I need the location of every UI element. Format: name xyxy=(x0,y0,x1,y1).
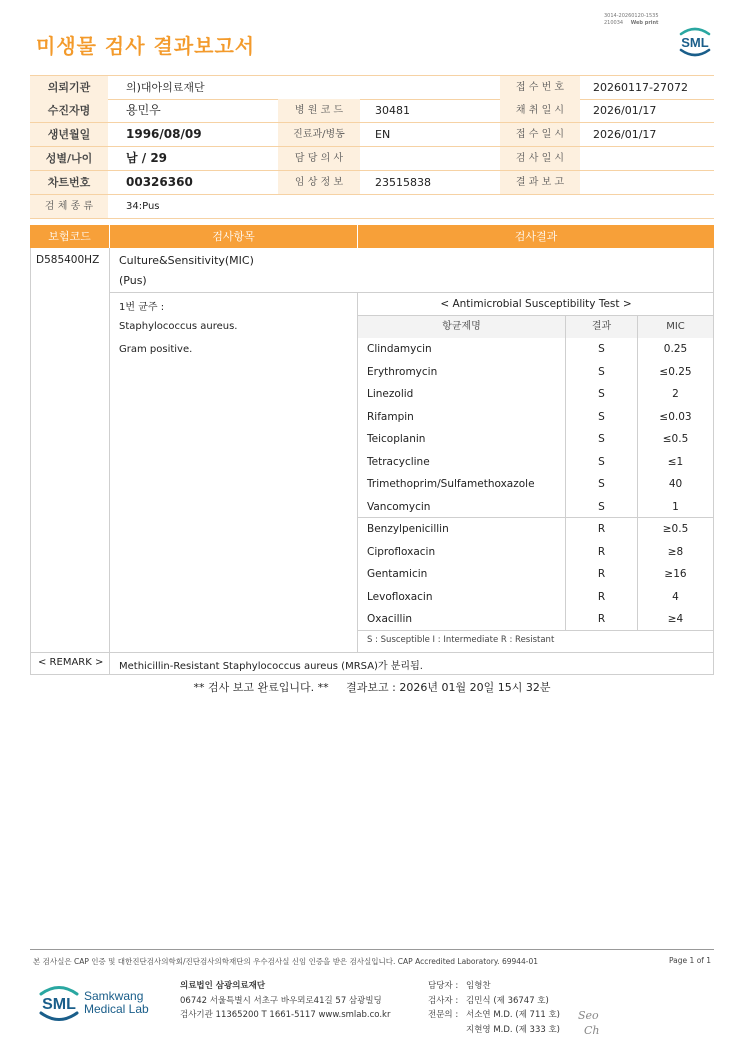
info-row xyxy=(30,99,714,123)
receipt-date-label: 접 수 일 시 xyxy=(500,123,580,146)
drug-mic: ≥8 xyxy=(667,545,684,558)
info-row xyxy=(30,75,714,100)
signature-2: Ch xyxy=(584,1024,600,1037)
clinical-value: 23515838 xyxy=(375,176,431,189)
certification-note: 본 검사실은 CAP 인증 및 대한진단검사의학회/진단검사의학재단의 우수검사실 신임 인증을 받은 검사실입니다. CAP Accredited Laboratory. 69944-01 xyxy=(33,957,539,966)
test-date-label: 검 사 일 시 xyxy=(500,147,580,170)
remark-text: Methicillin-Resistant Staphylococcus aureus (MRSA)가 분리됨. xyxy=(119,661,423,672)
staff-name: 서소연 M.D. (제 711 호) xyxy=(466,1010,561,1020)
receipt-date-value: 2026/01/17 xyxy=(593,128,657,141)
logo-name2: Medical Lab xyxy=(84,1002,149,1016)
drug-result: S xyxy=(598,365,605,378)
drug-mic: 0.25 xyxy=(663,343,688,355)
drug-result: R xyxy=(597,545,606,558)
drug-result: R xyxy=(597,613,606,625)
client-value: 의)대아의료재단 xyxy=(126,81,205,94)
print-meta-line1: 3014-20260120-1535 xyxy=(604,13,659,19)
specimen-label: 검 체 종 류 xyxy=(30,195,108,218)
drug-mic: ≥0.5 xyxy=(662,523,689,535)
collection-date-label: 채 취 일 시 xyxy=(500,99,580,122)
footer-divider xyxy=(30,949,714,950)
staff-role: 검사자 : xyxy=(428,995,459,1006)
remark-label: < REMARK > xyxy=(38,657,104,668)
border xyxy=(30,652,714,653)
report-value xyxy=(585,171,714,194)
info-row xyxy=(30,171,714,195)
chart-value: 00326360 xyxy=(126,175,193,189)
ast-col-drug: 항균제명 xyxy=(358,316,565,338)
border xyxy=(637,315,638,631)
drug-name: Rifampin xyxy=(367,410,414,423)
drug-name: Gentamicin xyxy=(367,568,428,580)
drug-name: Oxacillin xyxy=(367,613,413,625)
drug-result: R xyxy=(597,523,606,535)
ast-legend: S : Susceptible I : Intermediate R : Resistant xyxy=(367,635,555,645)
org-contact: 검사기관 11365200 T 1661-5117 www.smlab.co.kr xyxy=(180,1010,391,1020)
drug-name: Trimethoprim/Sulfamethoxazole xyxy=(367,478,535,490)
staff-name: 지현영 M.D. (제 333 호) xyxy=(466,1024,561,1035)
print-meta-line2: 210034 xyxy=(604,20,624,26)
info-row xyxy=(30,123,714,147)
doctor-label: 담 당 의 사 xyxy=(278,147,360,170)
hospital-code-label: 병 원 코 드 xyxy=(278,99,360,122)
drug-name: Teicoplanin xyxy=(367,433,426,445)
sml-footer-logo-icon xyxy=(37,981,81,1025)
results-table xyxy=(30,225,714,675)
sml-logo-text: SML xyxy=(681,35,709,50)
org-name: 의료법인 삼광의료재단 xyxy=(180,981,266,991)
staff-role: 전문의 : xyxy=(428,1010,459,1020)
drug-result: S xyxy=(598,388,605,400)
drug-name: Ciprofloxacin xyxy=(367,545,436,558)
border xyxy=(358,630,714,631)
page-number: Page 1 of 1 xyxy=(669,956,712,965)
test-item-sub: (Pus) xyxy=(119,274,147,287)
sml-footer-logo-text: SML xyxy=(42,996,76,1013)
drug-result: S xyxy=(598,500,605,513)
border xyxy=(30,674,714,675)
dob-value: 1996/08/09 xyxy=(126,127,202,141)
col-item-header: 검사항목 xyxy=(110,225,357,248)
drug-mic: ≥4 xyxy=(667,613,684,625)
doctor-value xyxy=(367,147,497,170)
report-completion: ** 검사 보고 완료입니다. ** 결과보고 : 2026년 01월 20일 15시 32분 xyxy=(193,681,551,694)
gram-stain: Gram positive. xyxy=(119,344,193,355)
web-print-label: Web print xyxy=(630,20,659,26)
drug-name: Erythromycin xyxy=(367,365,438,378)
ast-title: < Antimicrobial Susceptibility Test > xyxy=(440,298,632,310)
col-result-header: 검사결과 xyxy=(358,225,714,248)
drug-result: S xyxy=(598,410,605,423)
ast-col-mic: MIC xyxy=(638,316,713,338)
drug-mic: ≤1 xyxy=(667,455,684,468)
ast-col-result: 결과 xyxy=(566,316,637,338)
receipt-no-value: 20260117-27072 xyxy=(593,81,688,94)
drug-name: Vancomycin xyxy=(367,500,431,513)
info-row xyxy=(30,147,714,171)
drug-result: S xyxy=(598,455,605,468)
border xyxy=(713,248,714,675)
col-insurance-header: 보험코드 xyxy=(30,225,109,248)
organism-name: Staphylococcus aureus. xyxy=(119,321,238,332)
drug-result: S xyxy=(598,343,605,355)
drug-result: R xyxy=(597,568,606,580)
drug-mic: 1 xyxy=(672,500,679,513)
drug-mic: 40 xyxy=(668,478,683,490)
staff-name: 김민식 (제 36747 호) xyxy=(466,995,549,1006)
org-address: 06742 서울특별시 서초구 바우뫼로41길 57 삼광빌딩 xyxy=(180,995,382,1006)
drug-mic: ≤0.5 xyxy=(662,433,689,445)
drug-mic: 4 xyxy=(672,590,679,603)
hospital-code-value: 30481 xyxy=(375,104,410,117)
border xyxy=(358,517,714,518)
sml-logo xyxy=(676,25,714,63)
drug-result: S xyxy=(598,478,605,490)
logo-name1: Samkwang xyxy=(84,989,144,1003)
strain-label: 1번 균주 : xyxy=(119,302,165,313)
collection-date-value: 2026/01/17 xyxy=(593,104,657,117)
org-block xyxy=(180,979,390,1023)
border xyxy=(30,248,31,675)
name-value: 용민우 xyxy=(126,103,161,117)
drug-mic: ≤0.03 xyxy=(659,410,692,423)
border xyxy=(357,292,358,653)
sml-logo-icon xyxy=(676,25,714,59)
drug-name: Tetracycline xyxy=(367,455,430,468)
dept-label: 진료과/병동 xyxy=(278,123,360,146)
dept-value: EN xyxy=(375,128,391,141)
receipt-no-label: 접 수 번 호 xyxy=(500,76,580,99)
drug-mic: ≤0.25 xyxy=(659,365,692,378)
insurance-code: D585400HZ xyxy=(36,254,100,266)
report-label: 결 과 보 고 xyxy=(500,171,580,194)
drug-result: S xyxy=(598,433,605,445)
drug-name: Levofloxacin xyxy=(367,590,433,603)
specimen-value: 34:Pus xyxy=(126,201,160,212)
border xyxy=(110,292,714,293)
client-label: 의뢰기관 xyxy=(30,76,108,99)
drug-result: R xyxy=(597,590,606,603)
info-row xyxy=(30,195,714,219)
staff-block xyxy=(428,979,560,1037)
drug-mic: ≥16 xyxy=(664,568,687,580)
border xyxy=(565,315,566,631)
footer-logo xyxy=(37,981,157,1025)
signature-1: Seo xyxy=(578,1009,599,1022)
sex-age-label: 성별/나이 xyxy=(30,147,108,170)
clinical-label: 임 상 정 보 xyxy=(278,171,360,194)
drug-name: Benzylpenicillin xyxy=(367,523,449,535)
page-title: 미생물 검사 결과보고서 xyxy=(36,34,256,58)
name-label: 수진자명 xyxy=(30,99,108,122)
dob-label: 생년월일 xyxy=(30,123,108,146)
test-item-name: Culture&Sensitivity(MIC) xyxy=(119,254,254,267)
drug-name: Linezolid xyxy=(367,388,414,400)
border xyxy=(109,248,110,675)
chart-label: 차트번호 xyxy=(30,171,108,194)
staff-role: 담당자 : xyxy=(428,981,459,991)
staff-name: 임형찬 xyxy=(466,981,491,991)
test-date-value xyxy=(585,147,714,170)
print-meta xyxy=(604,13,659,27)
drug-name: Clindamycin xyxy=(367,343,432,355)
sex-age-value: 남 / 29 xyxy=(126,151,168,165)
drug-mic: 2 xyxy=(672,388,679,400)
